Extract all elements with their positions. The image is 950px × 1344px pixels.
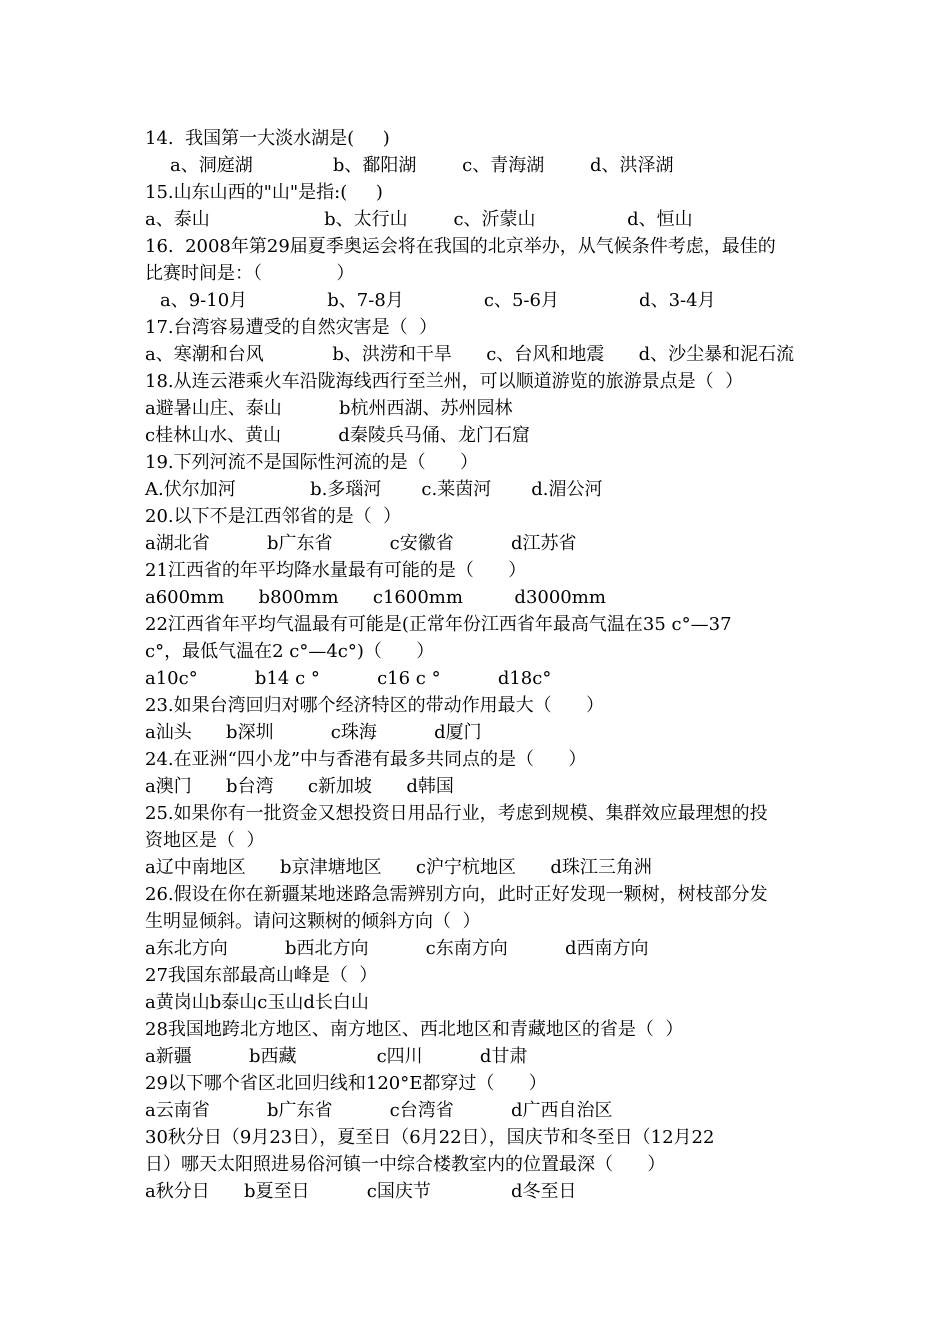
question-line: A.伏尔加河 b.多瑙河 c.莱茵河 d.湄公河 <box>145 479 603 500</box>
question-line: a辽中南地区 b京津塘地区 c沪宁杭地区 d珠江三角洲 <box>145 857 652 878</box>
question-line: 15.山东山西的"山"是指:( ) <box>145 182 383 203</box>
question-line: a湖北省 b广东省 c安徽省 d江苏省 <box>145 533 577 554</box>
question-line: c°，最低气温在2 c°—4c°)（ ） <box>145 641 435 662</box>
question-line: a云南省 b广东省 c台湾省 d广西自治区 <box>145 1100 613 1121</box>
question-line: 19.下列河流不是国际性河流的是（ ） <box>145 452 478 473</box>
question-line: a、寒潮和台风 b、洪涝和干旱 c、台风和地震 d、沙尘暴和泥石流 <box>145 344 795 365</box>
question-line: a汕头 b深圳 c珠海 d厦门 <box>145 722 482 743</box>
question-line: 23.如果台湾回归对哪个经济特区的带动作用最大（ ） <box>145 695 604 716</box>
question-line: 日）哪天太阳照进易俗河镇一中综合楼教室内的位置最深（ ） <box>145 1154 666 1175</box>
question-line: a避暑山庄、泰山 b杭州西湖、苏州园林 <box>145 398 513 419</box>
question-line: 26.假设在你在新疆某地迷路急需辨别方向，此时正好发现一颗树，树枝部分发 <box>145 884 768 905</box>
question-line: 29以下哪个省区北回归线和120°E都穿过（ ） <box>145 1073 547 1094</box>
question-line: a东北方向 b西北方向 c东南方向 d西南方向 <box>145 938 649 959</box>
question-line: 27我国东部最高山峰是（ ） <box>145 965 378 986</box>
question-line: 24.在亚洲“四小龙”中与香港有最多共同点的是（ ） <box>145 749 587 770</box>
question-line: 22江西省年平均气温最有可能是(正常年份江西省年最高气温在35 c°—37 <box>145 614 732 635</box>
question-line: 28我国地跨北方地区、南方地区、西北地区和青藏地区的省是（ ） <box>145 1019 684 1040</box>
question-line: 17.台湾容易遭受的自然灾害是（ ） <box>145 317 438 338</box>
question-line: 18.从连云港乘火车沿陇海线西行至兰州，可以顺道游览的旅游景点是（ ） <box>145 371 744 392</box>
question-line: a、泰山 b、太行山 c、沂蒙山 d、恒山 <box>145 209 693 230</box>
question-line: a、9-10月 b、7-8月 c、5-6月 d、3-4月 <box>160 290 716 311</box>
question-line: 比赛时间是：（ ） <box>145 263 355 284</box>
question-line: a600mm b800mm c1600mm d3000mm <box>145 587 606 608</box>
question-line: 21江西省的年平均降水量最有可能的是（ ） <box>145 560 527 581</box>
question-line: 生明显倾斜。请问这颗树的倾斜方向（ ） <box>145 911 481 932</box>
question-line: 14. 我国第一大淡水湖是( ) <box>145 128 390 149</box>
question-line: c桂林山水、黄山 d秦陵兵马俑、龙门石窟 <box>145 425 530 446</box>
question-line: a澳门 b台湾 c新加坡 d韩国 <box>145 776 454 797</box>
question-line: 20.以下不是江西邻省的是（ ） <box>145 506 402 527</box>
question-line: 16. 2008年第29届夏季奥运会将在我国的北京举办，从气候条件考虑，最佳的 <box>145 236 776 257</box>
question-line: a秋分日 b夏至日 c国庆节 d冬至日 <box>145 1181 577 1202</box>
question-line: a10c° b14 c ° c16 c ° d18c° <box>145 668 552 689</box>
question-line: 资地区是（ ） <box>145 830 265 851</box>
question-line: 30秋分日（9月23日），夏至日（6月22日），国庆节和冬至日（12月22 <box>145 1127 715 1148</box>
question-line: a黄岗山b泰山c玉山d长白山 <box>145 992 369 1013</box>
question-line: 25.如果你有一批资金又想投资日用品行业，考虑到规模、集群效应最理想的投 <box>145 803 768 824</box>
question-line: a、洞庭湖 b、鄱阳湖 c、青海湖 d、洪泽湖 <box>170 155 674 176</box>
question-line: a新疆 b西藏 c四川 d甘肃 <box>145 1046 528 1067</box>
